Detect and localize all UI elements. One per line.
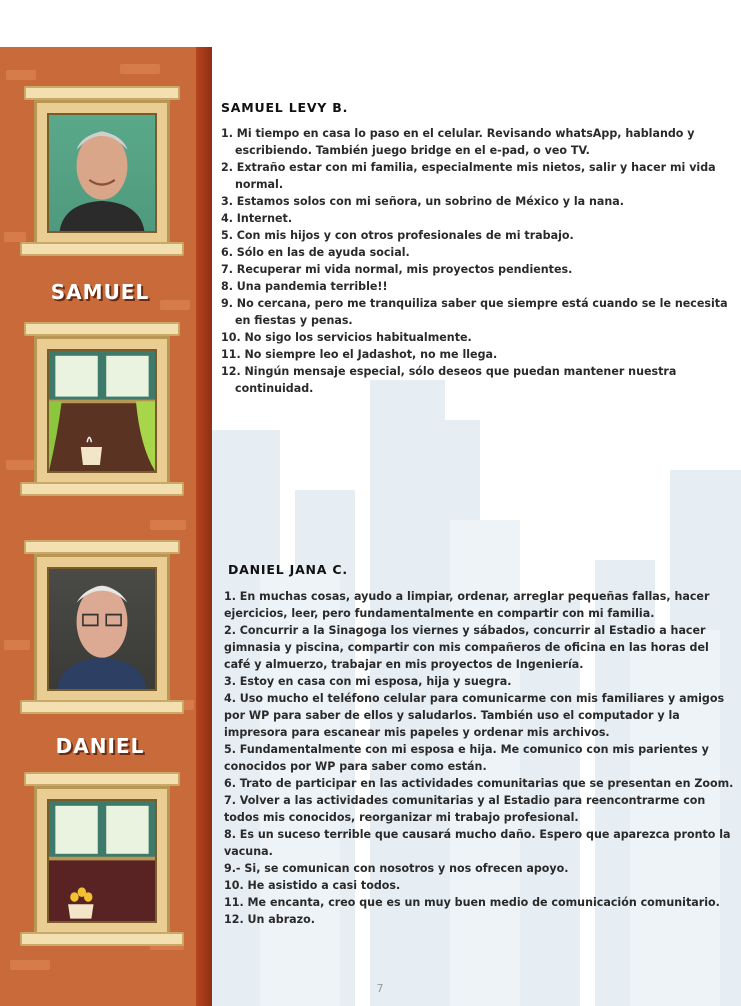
window-cap [24, 772, 180, 786]
list-item: 12. Un abrazo. [224, 913, 315, 926]
brick [120, 64, 160, 74]
window-frame [34, 786, 170, 936]
flower-pot-icon [49, 801, 155, 921]
brick [10, 960, 50, 970]
window-glass [47, 349, 157, 473]
list-item: 5. Fundamentalmente con mi esposa e hija. Me comunico con mis parientes y conocidos por WP para saber como están. [224, 743, 709, 773]
window-cap [24, 322, 180, 336]
list-item: 7. Volver a las actividades comunitarias y al Estadio para reencontrarme con todos mis conocidos, reorganizar mi trabajo profesional. [224, 794, 706, 824]
daniel-answers-list [224, 588, 734, 928]
brick [4, 232, 26, 242]
list-item: 6. Trato de participar en las actividades comunitarias que se presentan en Zoom. [224, 777, 734, 790]
samuel-portrait-photo [47, 113, 157, 233]
list-item: 3. Estamos solos con mi señora, un sobrino de México y la nana. [221, 195, 625, 208]
window-frame [34, 554, 170, 704]
list-item: 4. Uso mucho el teléfono celular para comunicarme con mis familiares y amigos por WP para saber de ellos y saludarlos. También uso el computador y la impresora para escanear mis papeles y ordenar mis archivos. [224, 692, 725, 739]
list-item: 11. No siempre leo el Jadashot, no me llega. [221, 348, 498, 361]
list-item: 1. En muchas cosas, ayudo a limpiar, ordenar, arreglar pequeñas fallas, hacer ejercicios, leer, pero fundamentalmente en compartir con mi familia. [224, 590, 710, 620]
daniel-heading: DANIEL JANA C. [228, 562, 348, 577]
window-cap [24, 86, 180, 100]
window-sill [20, 700, 184, 714]
list-item: 7. Recuperar mi vida normal, mis proyectos pendientes. [221, 263, 573, 276]
samuel-window [24, 86, 180, 256]
person-portrait-icon [49, 115, 155, 231]
daniel-name-label: DANIEL [55, 734, 145, 758]
samuel-name-label: SAMUEL [50, 280, 150, 304]
list-item: 6. Sólo en las de ayuda social. [221, 246, 410, 259]
list-item: 2. Concurrir a la Sinagoga los viernes y sábados, concurrir al Estadio a hacer gimnasia y piscina, compartir con mis compañeros de oficina en las horas del café y almuerzo, trabajar en mis proyectos de Ingeniería. [224, 624, 709, 671]
window-curtain [24, 322, 180, 502]
list-item: 9. No cercana, pero me tranquiliza saber que siempre está cuando se le necesita en fiestas y penas. [221, 297, 728, 327]
daniel-portrait-photo [47, 567, 157, 691]
list-item: 2. Extraño estar con mi familia, especialmente mis nietos, salir y hacer mi vida normal. [221, 161, 716, 191]
samuel-heading: SAMUEL LEVY B. [221, 100, 349, 115]
brick [6, 70, 36, 80]
list-item: 9.- Si, se comunican con nosotros y nos ofrecen apoyo. [224, 862, 569, 875]
window-sill [20, 482, 184, 496]
samuel-answers-list [221, 125, 736, 397]
window-frame [34, 100, 170, 246]
list-item: 10. He asistido a casi todos. [224, 879, 401, 892]
window-glass [47, 799, 157, 923]
window-flowerpot [24, 772, 180, 952]
person-portrait-icon [49, 569, 155, 689]
window-frame [34, 336, 170, 486]
list-item: 4. Internet. [221, 212, 293, 225]
daniel-window [24, 540, 180, 712]
curtain-and-cup-icon [49, 351, 155, 471]
list-item: 8. Una pandemia terrible!! [221, 280, 388, 293]
page-number: 7 [376, 982, 384, 995]
window-cap [24, 540, 180, 554]
list-item: 12. Ningún mensaje especial, sólo deseos que puedan mantener nuestra continuidad. [221, 365, 677, 395]
list-item: 11. Me encanta, creo que es un muy buen medio de comunicación comunitario. [224, 896, 720, 909]
window-sill [20, 932, 184, 946]
brick [150, 520, 186, 530]
list-item: 3. Estoy en casa con mi esposa, hija y suegra. [224, 675, 512, 688]
list-item: 10. No sigo los servicios habitualmente. [221, 331, 472, 344]
list-item: 1. Mi tiempo en casa lo paso en el celular. Revisando whatsApp, hablando y escribiendo. También juego bridge en el e-pad, o veo TV. [221, 127, 695, 157]
building-edge [196, 47, 212, 1006]
list-item: 5. Con mis hijos y con otros profesionales de mi trabajo. [221, 229, 574, 242]
list-item: 8. Es un suceso terrible que causará mucho daño. Espero que aparezca pronto la vacuna. [224, 828, 731, 858]
window-sill [20, 242, 184, 256]
